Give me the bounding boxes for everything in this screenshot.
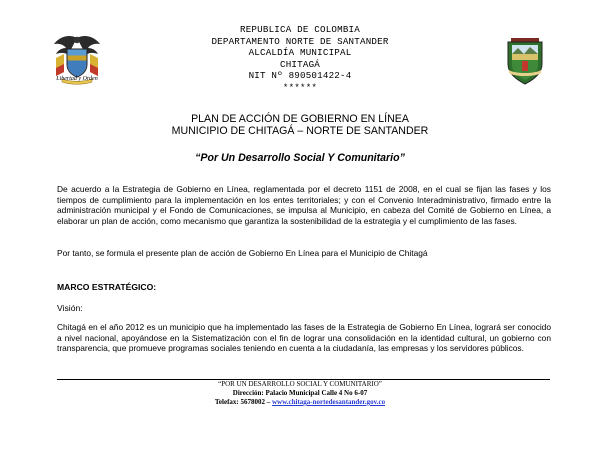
- vision-label: Visión:: [57, 303, 83, 313]
- document-title: [60, 113, 540, 138]
- letterhead-country: REPUBLICA DE COLOMBIA: [240, 24, 360, 35]
- footer-telefax: Telefax: 5678002 –: [214, 398, 272, 406]
- footer: [100, 380, 500, 407]
- vision-paragraph: Chitagá en el año 2012 es un municipio que ha implementado las fases de la Estrategia de Gobierno En Línea, logrará ser conocido a nivel nacional, apoyándose en la Sistematización con el fin de lograr una consolidación en la identidad cultural, un gobierno con transparencia, que promueve programas sociales teniendo en cuenta a la ciudadanía, las empresas y los servidores públicos.: [57, 322, 551, 354]
- letterhead: [150, 24, 450, 94]
- letterhead-stars: ******: [282, 81, 318, 93]
- coat-of-arms-motto: Libertad y Orden: [56, 76, 98, 82]
- footer-slogan: “POR UN DESARROLLO SOCIAL Y COMUNITARIO”: [218, 380, 382, 388]
- letterhead-department: DEPARTAMENTO NORTE DE SANTANDER: [211, 35, 389, 47]
- footer-contact: [100, 398, 500, 407]
- section-heading: MARCO ESTRATÉGICO:: [57, 282, 157, 292]
- intro-paragraph: De acuerdo a la Estrategia de Gobierno en Línea, reglamentada por el decreto 1151 de 2008, en el cual se fijan las fases y los tiempos de cumplimiento para la implementación en los entes territoriales; y con el Convenio Interadministrativo, firmado entre la administración municipal y el Fondo de Comunicaciones, se impulsa al Municipio, en cabeza del Comité de Gobierno en Línea, a elaborar un plan de acción, como mecanismo que garantiza la sostenibilidad de la estrategia y el cumplimiento de las fases.: [57, 184, 551, 227]
- document-slogan: “Por Un Desarrollo Social Y Comunitario”: [195, 152, 405, 164]
- footer-address: Dirección: Palacio Municipal Calle 4 No 6-07: [232, 389, 368, 397]
- letterhead-office: ALCALDÍA MUNICIPAL: [248, 47, 352, 59]
- letterhead-nit: NIT Nº 890501422-4: [248, 70, 352, 82]
- chitaga-municipal-shield-icon: [505, 30, 545, 86]
- footer-website-link[interactable]: www.chitaga-nortedesantander.gov.co: [272, 398, 386, 406]
- document-title-line2: MUNICIPIO DE CHITAGÁ – NORTE DE SANTANDER: [171, 125, 429, 138]
- formulation-paragraph: Por tanto, se formula el presente plan de acción de Gobierno En Línea para el Municipio de Chitagá: [57, 248, 428, 258]
- letterhead-municipality: CHITAGÁ: [280, 58, 320, 70]
- document-title-line1: PLAN DE ACCIÓN DE GOBIERNO EN LÍNEA: [191, 113, 409, 125]
